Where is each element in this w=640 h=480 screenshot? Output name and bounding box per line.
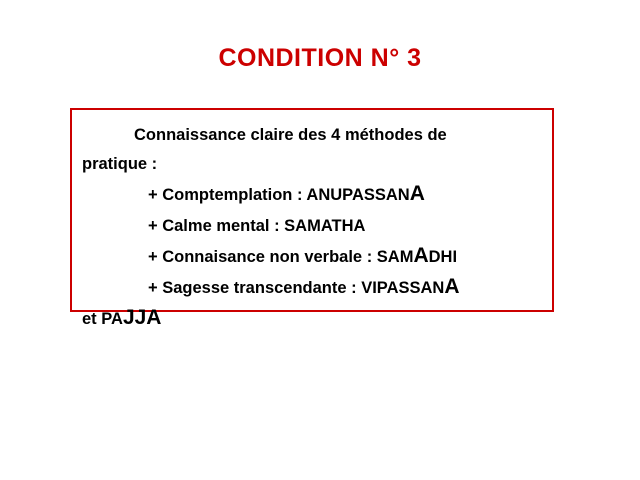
- intro-line-2: pratique :: [82, 155, 158, 173]
- list-item: [82, 272, 544, 303]
- list-item: [82, 241, 544, 272]
- last-line: [82, 303, 544, 334]
- last-line-text: et PA: [82, 310, 123, 328]
- list-item-suffix: DHI: [428, 248, 458, 266]
- last-line-emphasis: JJA: [122, 306, 162, 329]
- content-box: [70, 108, 554, 329]
- list-item-emphasis: A: [413, 244, 429, 267]
- list-item: [82, 179, 544, 210]
- list-item-emphasis: A: [409, 182, 425, 205]
- body-text: [82, 121, 544, 334]
- list-item-text: + Connaisance non verbale : SAM: [148, 248, 414, 266]
- list-item-text: + Comptemplation : ANUPASSAN: [148, 186, 410, 204]
- intro-line-1: Connaissance claire des 4 méthodes de: [134, 126, 447, 144]
- list-item: [82, 210, 544, 241]
- page-title: CONDITION N° 3: [218, 44, 422, 72]
- list-item-emphasis: A: [444, 275, 460, 298]
- list-item-text: + Calme mental : SAMATHA: [148, 217, 366, 235]
- list-item-text: + Sagesse transcendante : VIPASSAN: [148, 279, 445, 297]
